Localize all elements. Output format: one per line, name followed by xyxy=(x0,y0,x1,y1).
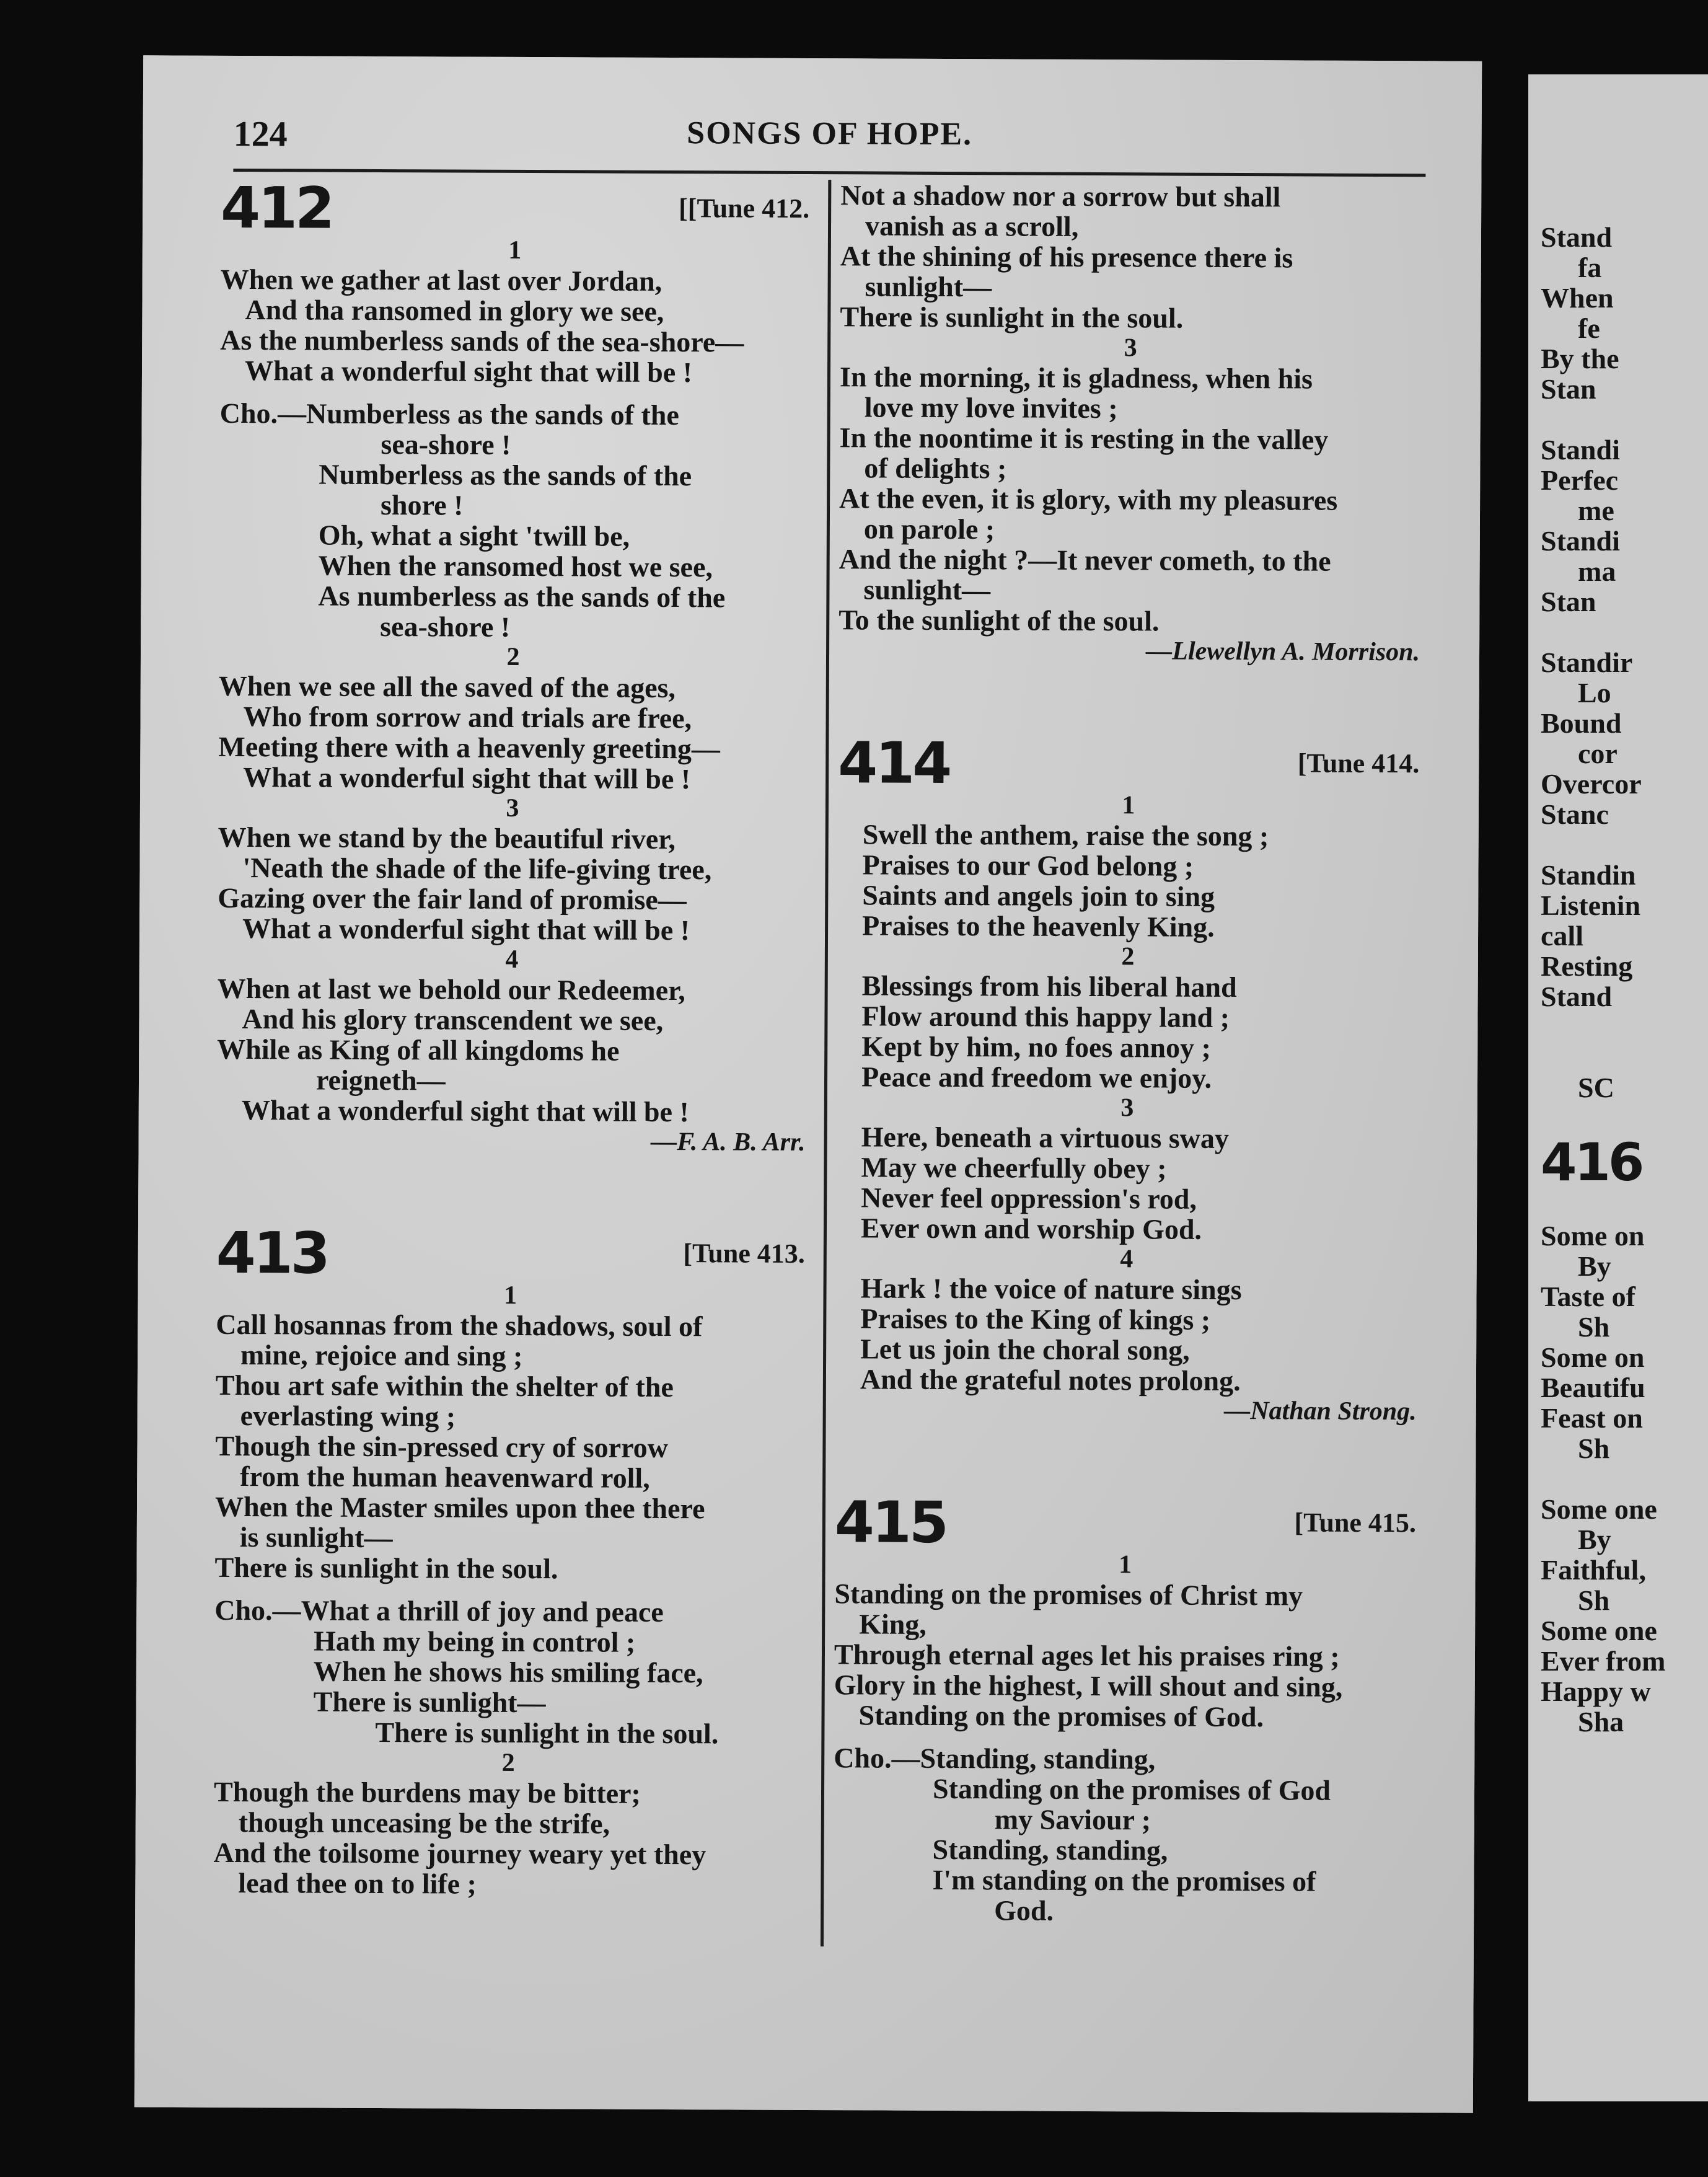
text-fragment: Sh xyxy=(1578,1584,1610,1616)
text-fragment: Stan xyxy=(1541,586,1596,617)
hymn-heading xyxy=(216,1219,805,1287)
verse-line: As the numberless sands of the sea-shore— xyxy=(220,324,744,358)
stanza xyxy=(837,789,1419,943)
hymn-spacer xyxy=(838,665,1419,735)
verse-line: Peace and freedom we enjoy. xyxy=(861,1061,1212,1094)
verse-line: As numberless as the sands of the xyxy=(318,580,726,614)
verse-number: 1 xyxy=(1122,791,1135,820)
verse-line: Ever own and worship God. xyxy=(860,1212,1202,1245)
verse-line: I'm standing on the promises of xyxy=(932,1863,1316,1897)
text-fragment: By xyxy=(1578,1250,1611,1282)
verse-line: Hath my being in control ; xyxy=(313,1625,636,1658)
text-fragment: When xyxy=(1541,282,1614,314)
next-page-edge xyxy=(1528,74,1708,2101)
running-title: SONGS OF HOPE. xyxy=(687,115,973,152)
verse-line: Though the sin-pressed cry of sorrow xyxy=(215,1429,669,1464)
verse-line: my Saviour ; xyxy=(994,1803,1151,1836)
verse-line: What a wonderful sight that will be ! xyxy=(242,912,690,947)
stanza xyxy=(837,940,1419,1094)
stanza xyxy=(836,1092,1418,1245)
text-fragment: By the xyxy=(1541,343,1619,374)
stanza xyxy=(220,234,809,388)
verse-line: Gazing over the fair land of promise— xyxy=(218,881,687,916)
verse-number: 1 xyxy=(508,236,522,265)
text-fragment: Sh xyxy=(1578,1433,1610,1464)
verse-line: is sunlight— xyxy=(239,1521,393,1554)
chorus xyxy=(840,180,1422,334)
verse-line: sunlight— xyxy=(863,573,991,606)
left-column xyxy=(213,174,810,1901)
hymn-author: —F. A. B. Arr. xyxy=(651,1127,806,1157)
hymn xyxy=(216,174,810,1158)
verse-line: When we stand by the beautiful river, xyxy=(218,821,676,855)
stanza xyxy=(834,1548,1415,1733)
hymn-heading xyxy=(220,174,810,242)
verse-line: Here, beneath a virtuous sway xyxy=(861,1121,1230,1154)
verse-number: 3 xyxy=(506,793,519,823)
verse-number: 1 xyxy=(503,1281,517,1310)
stanza xyxy=(214,1279,804,1585)
text-fragment: Ever from xyxy=(1541,1645,1666,1677)
hymn-spacer xyxy=(216,1155,805,1225)
tune-reference: [[Tune 412. xyxy=(678,193,810,224)
stanza xyxy=(217,943,806,1128)
text-fragment: Overcor xyxy=(1541,768,1642,800)
verse-line: sea-shore ! xyxy=(380,610,511,643)
verse-number: 1 xyxy=(1119,1550,1132,1579)
verse-line: There is sunlight in the soul. xyxy=(214,1551,558,1585)
stanza xyxy=(835,1243,1417,1397)
hymn-number: 414 xyxy=(838,730,950,797)
text-fragment: Faithful, xyxy=(1541,1554,1646,1586)
verse-line: vanish as a scroll, xyxy=(865,210,1079,242)
tune-reference: [Tune 414. xyxy=(1297,748,1420,779)
verse-line: Standing on the promises of Christ my xyxy=(834,1578,1303,1612)
verse-line: While as King of all kingdoms he xyxy=(217,1033,620,1067)
verse-line: Cho.—Numberless as the sands of the xyxy=(219,397,679,431)
verse-line: When the Master smiles upon thee there xyxy=(214,1490,705,1525)
text-fragment: Stanc xyxy=(1541,798,1609,830)
verse-line: Who from sorrow and trials are free, xyxy=(243,700,692,735)
verse-line: At the shining of his presence there is xyxy=(840,240,1293,274)
text-fragment: Some one xyxy=(1541,1493,1657,1525)
verse-line: And his glory transcendent we see, xyxy=(242,1003,664,1036)
chorus xyxy=(833,1730,1415,1927)
page-number: 124 xyxy=(233,113,288,154)
verse-line: love my love invites ; xyxy=(864,391,1118,425)
verse-line: Swell the anthem, raise the song ; xyxy=(862,818,1269,852)
text-fragment: Bound xyxy=(1541,707,1622,739)
text-fragment: call xyxy=(1541,920,1583,952)
verse-line: Standing on the promises of God xyxy=(932,1772,1331,1806)
text-fragment: Stan xyxy=(1541,373,1596,405)
verse-line: Glory in the highest, I will shout and sing, xyxy=(834,1669,1343,1703)
text-fragment: ma xyxy=(1578,555,1616,587)
text-fragment: fe xyxy=(1578,312,1600,344)
text-fragment: cor xyxy=(1578,738,1618,769)
stanza xyxy=(218,792,807,946)
verse-line: There is sunlight in the soul. xyxy=(840,301,1184,334)
hymn-heading xyxy=(834,1489,1417,1556)
hymn xyxy=(835,665,1420,1427)
verse-line: Oh, what a sight 'twill be, xyxy=(318,519,630,552)
column-divider xyxy=(821,180,831,1946)
verse-line: There is sunlight in the soul. xyxy=(375,1716,719,1750)
verse-line: In the noontime it is resting in the valley xyxy=(839,422,1329,456)
verse-line: Thou art safe within the shelter of the xyxy=(215,1369,674,1403)
text-fragment: Stand xyxy=(1541,221,1613,253)
right-column xyxy=(833,180,1422,1927)
verse-number: 3 xyxy=(1124,333,1137,363)
hymn-number: 415 xyxy=(834,1489,947,1556)
text-fragment: Perfec xyxy=(1541,464,1619,496)
text-fragment: Standin xyxy=(1541,859,1636,891)
text-fragment: Standi xyxy=(1541,525,1620,557)
verse-number: 4 xyxy=(505,945,519,974)
text-fragment: Taste of xyxy=(1541,1281,1635,1312)
text-fragment: Sha xyxy=(1578,1706,1624,1738)
verse-line: Call hosannas from the shadows, soul of xyxy=(216,1308,703,1343)
verse-line: mine, rejoice and sing ; xyxy=(240,1339,523,1372)
text-fragment: me xyxy=(1578,495,1614,526)
verse-line: Hark ! the voice of nature sings xyxy=(860,1272,1242,1306)
hymn xyxy=(833,1424,1417,1927)
verse-line: Flow around this happy land ; xyxy=(861,1000,1230,1033)
verse-line: When we see all the saved of the ages, xyxy=(218,669,676,704)
verse-line: When the ransomed host we see, xyxy=(318,549,713,583)
verse-line: Meeting there with a heavenly greeting— xyxy=(218,730,721,765)
hymn xyxy=(839,180,1422,668)
verse-line: When at last we behold our Redeemer, xyxy=(217,972,685,1007)
hymn-author: —Llewellyn A. Morrison. xyxy=(1146,637,1420,667)
hymn-number-fragment: 416 xyxy=(1541,1132,1642,1193)
hymn-spacer xyxy=(835,1424,1416,1494)
text-fragment: Sh xyxy=(1578,1311,1610,1343)
verse-line: lead thee on to life ; xyxy=(238,1866,477,1900)
verse-line: Not a shadow nor a sorrow but shall xyxy=(840,179,1281,213)
verse-line: When we gather at last over Jordan, xyxy=(220,263,663,297)
verse-line: from the human heavenward roll, xyxy=(240,1460,650,1494)
text-fragment: Happy w xyxy=(1541,1676,1651,1707)
text-fragment: SC xyxy=(1578,1072,1614,1103)
stanza xyxy=(839,332,1421,637)
text-fragment: By xyxy=(1578,1524,1611,1555)
verse-line: And the grateful notes prolong. xyxy=(860,1363,1241,1397)
verse-line: Blessings from his liberal hand xyxy=(861,969,1237,1004)
verse-line: Standing on the promises of God. xyxy=(858,1699,1264,1733)
verse-number: 2 xyxy=(506,642,520,671)
verse-line: of delights ; xyxy=(864,452,1007,485)
text-fragment: Resting xyxy=(1541,950,1633,982)
text-fragment: Some one xyxy=(1541,1615,1657,1646)
text-fragment: Listenin xyxy=(1541,890,1641,921)
verse-line: everlasting wing ; xyxy=(240,1400,456,1433)
hymn-number: 412 xyxy=(220,174,333,242)
verse-line: To the sunlight of the soul. xyxy=(839,604,1160,637)
verse-line: Through eternal ages let his praises ring ; xyxy=(834,1638,1340,1672)
verse-line: Cho.—What a thrill of joy and peace xyxy=(214,1594,664,1628)
verse-line: Numberless as the sands of the xyxy=(319,458,692,492)
verse-line: sunlight— xyxy=(865,270,992,303)
verse-number: 2 xyxy=(1121,942,1135,971)
verse-line: Never feel oppression's rod, xyxy=(861,1181,1197,1215)
verse-line: Let us join the choral song, xyxy=(860,1333,1190,1366)
verse-line: Cho.—Standing, standing, xyxy=(834,1742,1156,1775)
chorus xyxy=(219,386,809,643)
verse-line: Standing, standing, xyxy=(932,1833,1168,1866)
verse-line: reigneth— xyxy=(315,1064,446,1097)
verse-line: though unceasing be the strife, xyxy=(238,1806,610,1840)
verse-line: Kept by him, no foes annoy ; xyxy=(861,1030,1211,1064)
verse-line: And the night ?—It never cometh, to the xyxy=(839,543,1331,577)
verse-line: Saints and angels join to sing xyxy=(862,879,1215,912)
verse-line: There is sunlight— xyxy=(313,1685,546,1719)
text-fragment: Some on xyxy=(1541,1341,1645,1373)
verse-line: Praises to the King of kings ; xyxy=(860,1302,1211,1336)
verse-line: May we cheerfully obey ; xyxy=(861,1151,1167,1185)
hymn-number: 413 xyxy=(216,1219,328,1287)
verse-line: And tha ransomed in glory we see, xyxy=(245,294,664,327)
verse-line: And the toilsome journey weary yet they xyxy=(213,1836,707,1871)
tune-reference: [Tune 413. xyxy=(683,1238,805,1269)
verse-line: In the morning, it is gladness, when his xyxy=(839,361,1313,395)
hymn xyxy=(213,1155,805,1901)
hymn-heading xyxy=(838,730,1420,797)
stanza xyxy=(213,1747,803,1901)
verse-line: Though the burdens may be bitter; xyxy=(213,1775,641,1809)
text-fragment: Stand xyxy=(1541,981,1613,1012)
verse-number: 4 xyxy=(1120,1245,1134,1274)
verse-line: God. xyxy=(994,1894,1054,1927)
verse-line: 'Neath the shade of the life-giving tree, xyxy=(242,852,712,886)
verse-line: When he shows his smiling face, xyxy=(313,1655,703,1689)
verse-line: What a wonderful sight that will be ! xyxy=(243,761,691,795)
verse-line: What a wonderful sight that will be ! xyxy=(241,1094,689,1128)
verse-number: 3 xyxy=(1120,1093,1134,1123)
text-fragment: Beautifu xyxy=(1541,1372,1645,1403)
chorus xyxy=(214,1583,803,1749)
verse-number: 2 xyxy=(501,1748,515,1777)
verse-line: sea-shore ! xyxy=(381,428,511,461)
verse-line: What a wonderful sight that will be ! xyxy=(244,355,693,389)
verse-line: Praises to the heavenly King. xyxy=(862,909,1215,943)
verse-line: shore ! xyxy=(380,488,464,521)
text-fragment: Feast on xyxy=(1541,1402,1643,1434)
text-fragment: Some on xyxy=(1541,1220,1645,1252)
text-fragment: Lo xyxy=(1578,677,1611,709)
hymn-author: —Nathan Strong. xyxy=(1224,1396,1417,1426)
text-fragment: Standir xyxy=(1541,647,1633,678)
stanza xyxy=(218,641,808,795)
verse-line: on parole ; xyxy=(863,513,995,545)
tune-reference: [Tune 415. xyxy=(1294,1507,1417,1539)
book-page xyxy=(134,55,1482,2113)
verse-line: King, xyxy=(859,1608,927,1640)
text-fragment: fa xyxy=(1578,252,1602,283)
verse-line: At the even, it is glory, with my pleasures xyxy=(839,482,1338,516)
verse-line: Praises to our God belong ; xyxy=(862,849,1194,882)
text-fragment: Standi xyxy=(1541,434,1620,466)
page-header xyxy=(233,113,1425,177)
